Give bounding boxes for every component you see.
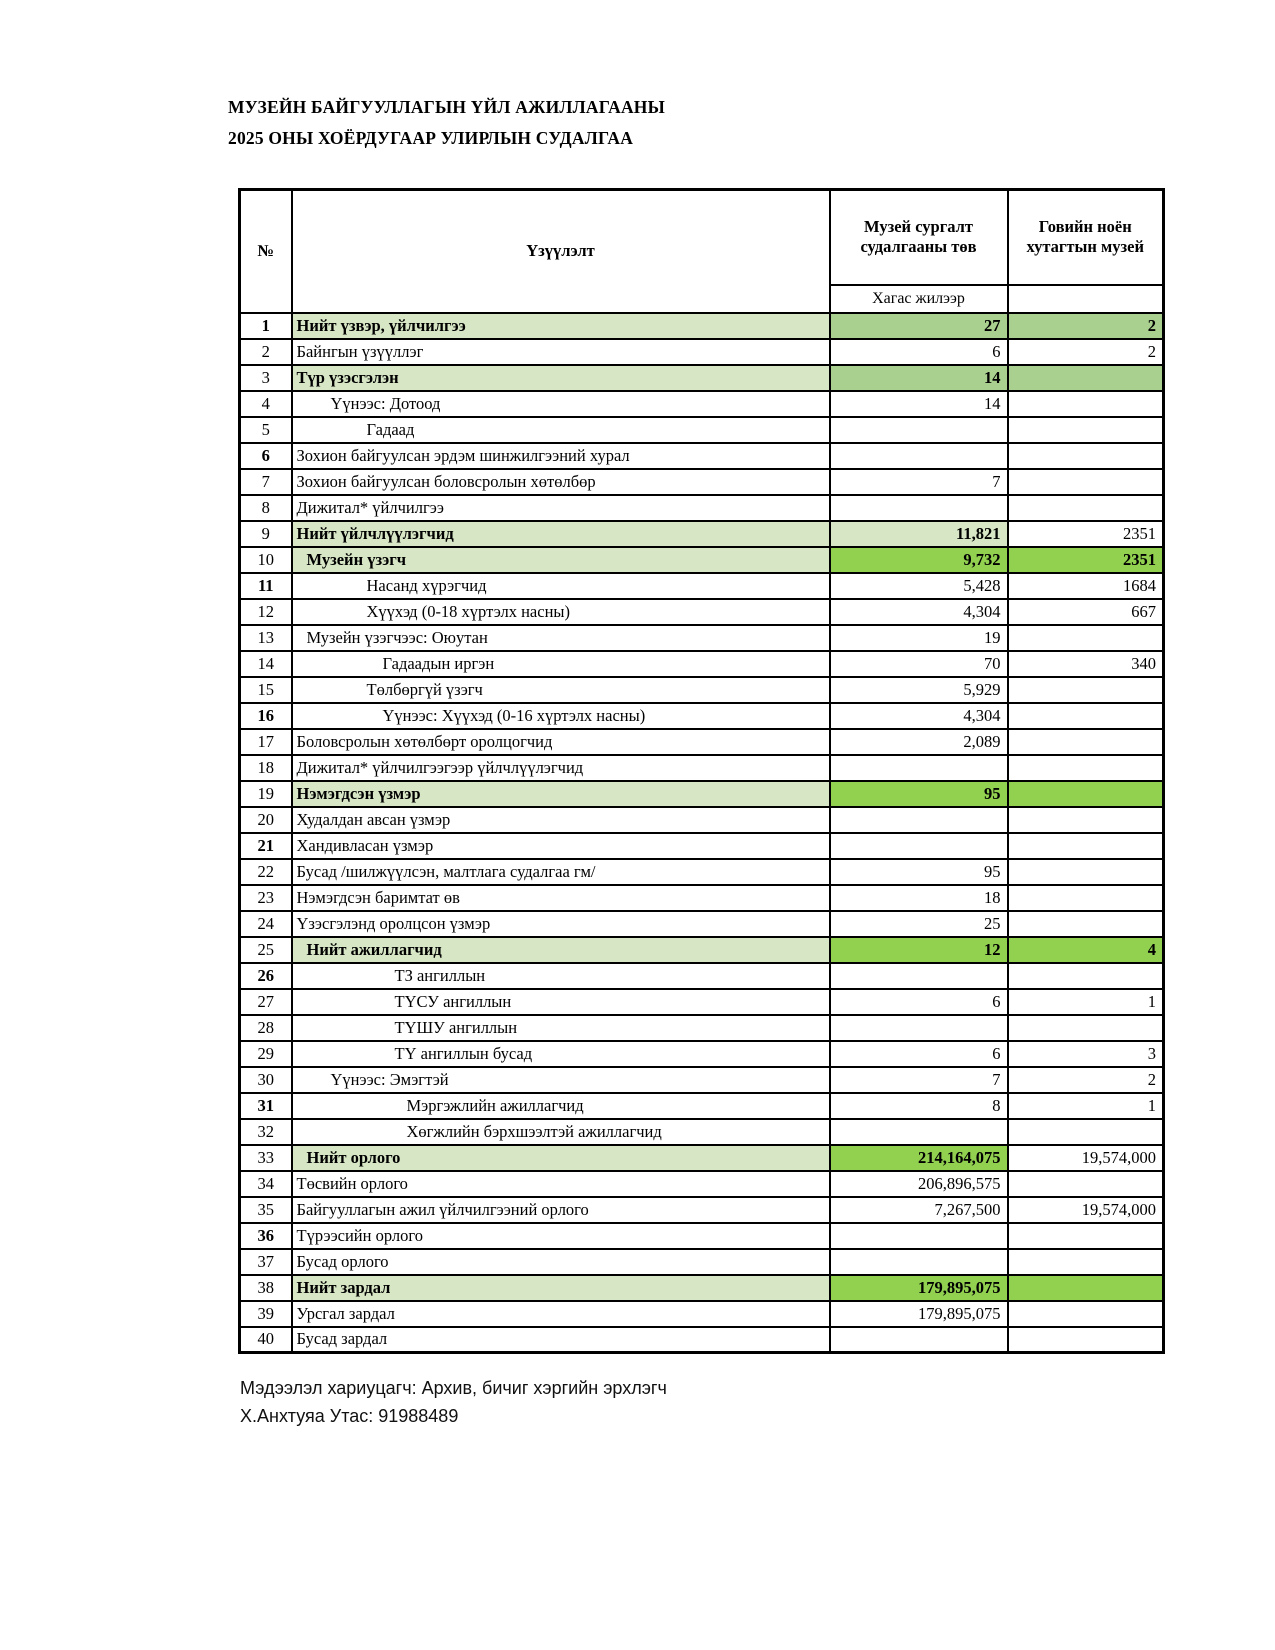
row-number-cell: 18 — [240, 755, 292, 781]
table-row — [240, 1249, 1164, 1275]
value-cell-center — [830, 1223, 1008, 1249]
row-number-cell: 33 — [240, 1145, 292, 1171]
indicator-cell: ТЗ ангиллын — [292, 963, 830, 989]
value-cell-center: 214,164,075 — [830, 1145, 1008, 1171]
row-number-cell: 9 — [240, 521, 292, 547]
row-number-cell: 26 — [240, 963, 292, 989]
value-cell-gobi — [1008, 365, 1164, 391]
row-number-cell: 35 — [240, 1197, 292, 1223]
value-cell-center: 4,304 — [830, 703, 1008, 729]
value-cell-gobi: 19,574,000 — [1008, 1197, 1164, 1223]
row-number-cell: 7 — [240, 469, 292, 495]
subheader-period: Хагас жилээр — [830, 285, 1008, 313]
indicator-cell: Хөгжлийн бэрхшээлтэй ажиллагчид — [292, 1119, 830, 1145]
table-row — [240, 755, 1164, 781]
table-row — [240, 989, 1164, 1015]
value-cell-gobi: 2 — [1008, 339, 1164, 365]
indicator-cell: Төлбөргүй үзэгч — [292, 677, 830, 703]
value-cell-gobi — [1008, 703, 1164, 729]
row-number-cell: 40 — [240, 1327, 292, 1353]
table-row — [240, 859, 1164, 885]
document-title-line1: МУЗЕЙН БАЙГУУЛЛАГЫН ҮЙЛ АЖИЛЛАГААНЫ — [228, 97, 665, 117]
row-number-cell: 6 — [240, 443, 292, 469]
indicator-cell: Хандивласан үзмэр — [292, 833, 830, 859]
value-cell-center: 6 — [830, 339, 1008, 365]
value-cell-gobi — [1008, 833, 1164, 859]
table-row — [240, 677, 1164, 703]
value-cell-center: 5,929 — [830, 677, 1008, 703]
table-row — [240, 833, 1164, 859]
indicator-cell: Бусад орлого — [292, 1249, 830, 1275]
table-row — [240, 807, 1164, 833]
indicator-cell: Үзэсгэлэнд оролцсон үзмэр — [292, 911, 830, 937]
value-cell-gobi: 1 — [1008, 989, 1164, 1015]
value-cell-center: 14 — [830, 365, 1008, 391]
header-row — [240, 190, 1164, 285]
row-number-cell: 19 — [240, 781, 292, 807]
indicator-cell: Нийт үзвэр, үйлчилгээ — [292, 313, 830, 339]
indicator-cell: Урсгал зардал — [292, 1301, 830, 1327]
table-row — [240, 469, 1164, 495]
value-cell-center: 11,821 — [830, 521, 1008, 547]
value-cell-center: 206,896,575 — [830, 1171, 1008, 1197]
value-cell-center — [830, 807, 1008, 833]
indicator-cell: ТҮШУ ангиллын — [292, 1015, 830, 1041]
table-row — [240, 417, 1164, 443]
table-row — [240, 573, 1164, 599]
value-cell-center: 8 — [830, 1093, 1008, 1119]
value-cell-center — [830, 833, 1008, 859]
row-number-cell: 30 — [240, 1067, 292, 1093]
value-cell-gobi — [1008, 859, 1164, 885]
value-cell-gobi — [1008, 417, 1164, 443]
value-cell-center: 4,304 — [830, 599, 1008, 625]
row-number-cell: 14 — [240, 651, 292, 677]
value-cell-gobi — [1008, 807, 1164, 833]
value-cell-center: 9,732 — [830, 547, 1008, 573]
table-row — [240, 729, 1164, 755]
value-cell-center — [830, 1249, 1008, 1275]
row-number-cell: 23 — [240, 885, 292, 911]
table-row — [240, 1327, 1164, 1353]
value-cell-center: 179,895,075 — [830, 1301, 1008, 1327]
indicator-cell: Бусад зардал — [292, 1327, 830, 1353]
header-org-center: Музей сургалт судалгааны төв — [830, 190, 1008, 285]
row-number-cell: 28 — [240, 1015, 292, 1041]
table-row — [240, 963, 1164, 989]
value-cell-center: 27 — [830, 313, 1008, 339]
row-number-cell: 25 — [240, 937, 292, 963]
row-number-cell: 32 — [240, 1119, 292, 1145]
indicator-cell: Үүнээс: Дотоод — [292, 391, 830, 417]
row-number-cell: 1 — [240, 313, 292, 339]
table-row — [240, 1223, 1164, 1249]
footer — [240, 1374, 667, 1430]
value-cell-gobi — [1008, 1327, 1164, 1353]
value-cell-gobi — [1008, 1171, 1164, 1197]
indicator-cell: Боловсролын хөтөлбөрт оролцогчид — [292, 729, 830, 755]
value-cell-center — [830, 755, 1008, 781]
indicator-cell: Зохион байгуулсан боловсролын хөтөлбөр — [292, 469, 830, 495]
value-cell-gobi — [1008, 911, 1164, 937]
indicator-cell: Нийт зардал — [292, 1275, 830, 1301]
row-number-cell: 8 — [240, 495, 292, 521]
value-cell-center: 2,089 — [830, 729, 1008, 755]
value-cell-center — [830, 963, 1008, 989]
row-number-cell: 38 — [240, 1275, 292, 1301]
row-number-cell: 16 — [240, 703, 292, 729]
value-cell-center: 25 — [830, 911, 1008, 937]
value-cell-gobi: 19,574,000 — [1008, 1145, 1164, 1171]
row-number-cell: 24 — [240, 911, 292, 937]
value-cell-gobi: 340 — [1008, 651, 1164, 677]
indicator-cell: Төсвийн орлого — [292, 1171, 830, 1197]
indicator-cell: Нийт үйлчлүүлэгчид — [292, 521, 830, 547]
value-cell-center — [830, 1119, 1008, 1145]
row-number-cell: 29 — [240, 1041, 292, 1067]
row-number-cell: 39 — [240, 1301, 292, 1327]
value-cell-gobi — [1008, 963, 1164, 989]
row-number-cell: 10 — [240, 547, 292, 573]
row-number-cell: 31 — [240, 1093, 292, 1119]
row-number-cell: 13 — [240, 625, 292, 651]
value-cell-center — [830, 495, 1008, 521]
indicator-cell: Түрээсийн орлого — [292, 1223, 830, 1249]
value-cell-gobi — [1008, 495, 1164, 521]
indicator-cell: Дижитал* үйлчилгээ — [292, 495, 830, 521]
value-cell-gobi: 667 — [1008, 599, 1164, 625]
indicator-cell: Үүнээс: Эмэгтэй — [292, 1067, 830, 1093]
indicator-cell: Гадаадын иргэн — [292, 651, 830, 677]
row-number-cell: 37 — [240, 1249, 292, 1275]
row-number-cell: 21 — [240, 833, 292, 859]
row-number-cell: 4 — [240, 391, 292, 417]
table-row — [240, 1067, 1164, 1093]
table-row — [240, 1145, 1164, 1171]
table-row — [240, 1041, 1164, 1067]
value-cell-center: 6 — [830, 1041, 1008, 1067]
table-row — [240, 885, 1164, 911]
value-cell-gobi — [1008, 391, 1164, 417]
indicator-cell: Нэмэгдсэн үзмэр — [292, 781, 830, 807]
table-row — [240, 625, 1164, 651]
value-cell-gobi: 2 — [1008, 313, 1164, 339]
indicator-cell: ТҮ ангиллын бусад — [292, 1041, 830, 1067]
table-row — [240, 937, 1164, 963]
footer-contact-line: Мэдээлэл хариуцагч: Архив, бичиг хэргийн эрхлэгч — [240, 1378, 667, 1398]
row-number-cell: 27 — [240, 989, 292, 1015]
value-cell-gobi: 3 — [1008, 1041, 1164, 1067]
row-number-cell: 34 — [240, 1171, 292, 1197]
value-cell-gobi — [1008, 781, 1164, 807]
value-cell-center: 6 — [830, 989, 1008, 1015]
table-row — [240, 651, 1164, 677]
value-cell-center: 7,267,500 — [830, 1197, 1008, 1223]
table-row — [240, 1275, 1164, 1301]
table-row — [240, 911, 1164, 937]
value-cell-center: 12 — [830, 937, 1008, 963]
value-cell-gobi: 1684 — [1008, 573, 1164, 599]
row-number-cell: 12 — [240, 599, 292, 625]
row-number-cell: 3 — [240, 365, 292, 391]
value-cell-gobi — [1008, 1301, 1164, 1327]
table-row — [240, 1119, 1164, 1145]
value-cell-gobi — [1008, 1249, 1164, 1275]
row-number-cell: 2 — [240, 339, 292, 365]
value-cell-gobi — [1008, 677, 1164, 703]
table-row — [240, 781, 1164, 807]
indicator-cell: ТҮСУ ангиллын — [292, 989, 830, 1015]
value-cell-gobi — [1008, 755, 1164, 781]
table-row — [240, 1015, 1164, 1041]
document-title-line2: 2025 ОНЫ ХОЁРДУГААР УЛИРЛЫН СУДАЛГАА — [228, 128, 634, 148]
table-row — [240, 365, 1164, 391]
value-cell-gobi — [1008, 1275, 1164, 1301]
value-cell-center: 19 — [830, 625, 1008, 651]
table-row — [240, 599, 1164, 625]
value-cell-center: 95 — [830, 859, 1008, 885]
indicator-cell: Бусад /шилжүүлсэн, малтлага судалгаа гм/ — [292, 859, 830, 885]
footer-phone-line: Х.Анхтуяа Утас: 91988489 — [240, 1406, 459, 1426]
table-row — [240, 339, 1164, 365]
indicator-cell: Үүнээс: Хүүхэд (0-16 хүртэлх насны) — [292, 703, 830, 729]
row-number-cell: 11 — [240, 573, 292, 599]
indicator-cell: Нийт ажиллагчид — [292, 937, 830, 963]
indicator-cell: Түр үзэсгэлэн — [292, 365, 830, 391]
value-cell-center: 14 — [830, 391, 1008, 417]
value-cell-gobi: 2 — [1008, 1067, 1164, 1093]
indicator-cell: Музейн үзэгч — [292, 547, 830, 573]
table-row — [240, 313, 1164, 339]
table-row — [240, 391, 1164, 417]
value-cell-gobi: 2351 — [1008, 547, 1164, 573]
table-row — [240, 521, 1164, 547]
indicator-cell: Мэргэжлийн ажиллагчид — [292, 1093, 830, 1119]
value-cell-gobi — [1008, 443, 1164, 469]
subheader-empty — [1008, 285, 1164, 313]
row-number-cell: 15 — [240, 677, 292, 703]
value-cell-gobi: 4 — [1008, 937, 1164, 963]
value-cell-gobi — [1008, 1223, 1164, 1249]
indicator-cell: Музейн үзэгчээс: Оюутан — [292, 625, 830, 651]
row-number-cell: 20 — [240, 807, 292, 833]
survey-table — [238, 188, 1165, 1354]
header-indicator: Үзүүлэлт — [292, 190, 830, 313]
indicator-cell: Зохион байгуулсан эрдэм шинжилгээний хурал — [292, 443, 830, 469]
indicator-cell: Насанд хүрэгчид — [292, 573, 830, 599]
table-row — [240, 1093, 1164, 1119]
table-row — [240, 703, 1164, 729]
value-cell-center — [830, 443, 1008, 469]
value-cell-center: 5,428 — [830, 573, 1008, 599]
header-no: № — [240, 190, 292, 313]
value-cell-center: 95 — [830, 781, 1008, 807]
value-cell-gobi — [1008, 1015, 1164, 1041]
value-cell-gobi — [1008, 625, 1164, 651]
value-cell-center — [830, 1015, 1008, 1041]
indicator-cell: Нэмэгдсэн баримтат өв — [292, 885, 830, 911]
value-cell-gobi: 1 — [1008, 1093, 1164, 1119]
value-cell-gobi: 2351 — [1008, 521, 1164, 547]
table-row — [240, 495, 1164, 521]
value-cell-center: 7 — [830, 469, 1008, 495]
value-cell-gobi — [1008, 885, 1164, 911]
indicator-cell: Гадаад — [292, 417, 830, 443]
table-row — [240, 443, 1164, 469]
row-number-cell: 36 — [240, 1223, 292, 1249]
value-cell-gobi — [1008, 729, 1164, 755]
value-cell-center: 70 — [830, 651, 1008, 677]
table-row — [240, 547, 1164, 573]
row-number-cell: 5 — [240, 417, 292, 443]
value-cell-center — [830, 417, 1008, 443]
row-number-cell: 22 — [240, 859, 292, 885]
row-number-cell: 17 — [240, 729, 292, 755]
table-row — [240, 1197, 1164, 1223]
value-cell-center: 18 — [830, 885, 1008, 911]
value-cell-center: 7 — [830, 1067, 1008, 1093]
indicator-cell: Нийт орлого — [292, 1145, 830, 1171]
document-title — [228, 92, 665, 154]
table-row — [240, 1301, 1164, 1327]
value-cell-center — [830, 1327, 1008, 1353]
header-org-gobi: Говийн ноён хутагтын музей — [1008, 190, 1164, 285]
indicator-cell: Байгууллагын ажил үйлчилгээний орлого — [292, 1197, 830, 1223]
value-cell-center: 179,895,075 — [830, 1275, 1008, 1301]
indicator-cell: Байнгын үзүүллэг — [292, 339, 830, 365]
value-cell-gobi — [1008, 1119, 1164, 1145]
indicator-cell: Худалдан авсан үзмэр — [292, 807, 830, 833]
value-cell-gobi — [1008, 469, 1164, 495]
table-row — [240, 1171, 1164, 1197]
indicator-cell: Хүүхэд (0-18 хүртэлх насны) — [292, 599, 830, 625]
indicator-cell: Дижитал* үйлчилгээгээр үйлчлүүлэгчид — [292, 755, 830, 781]
